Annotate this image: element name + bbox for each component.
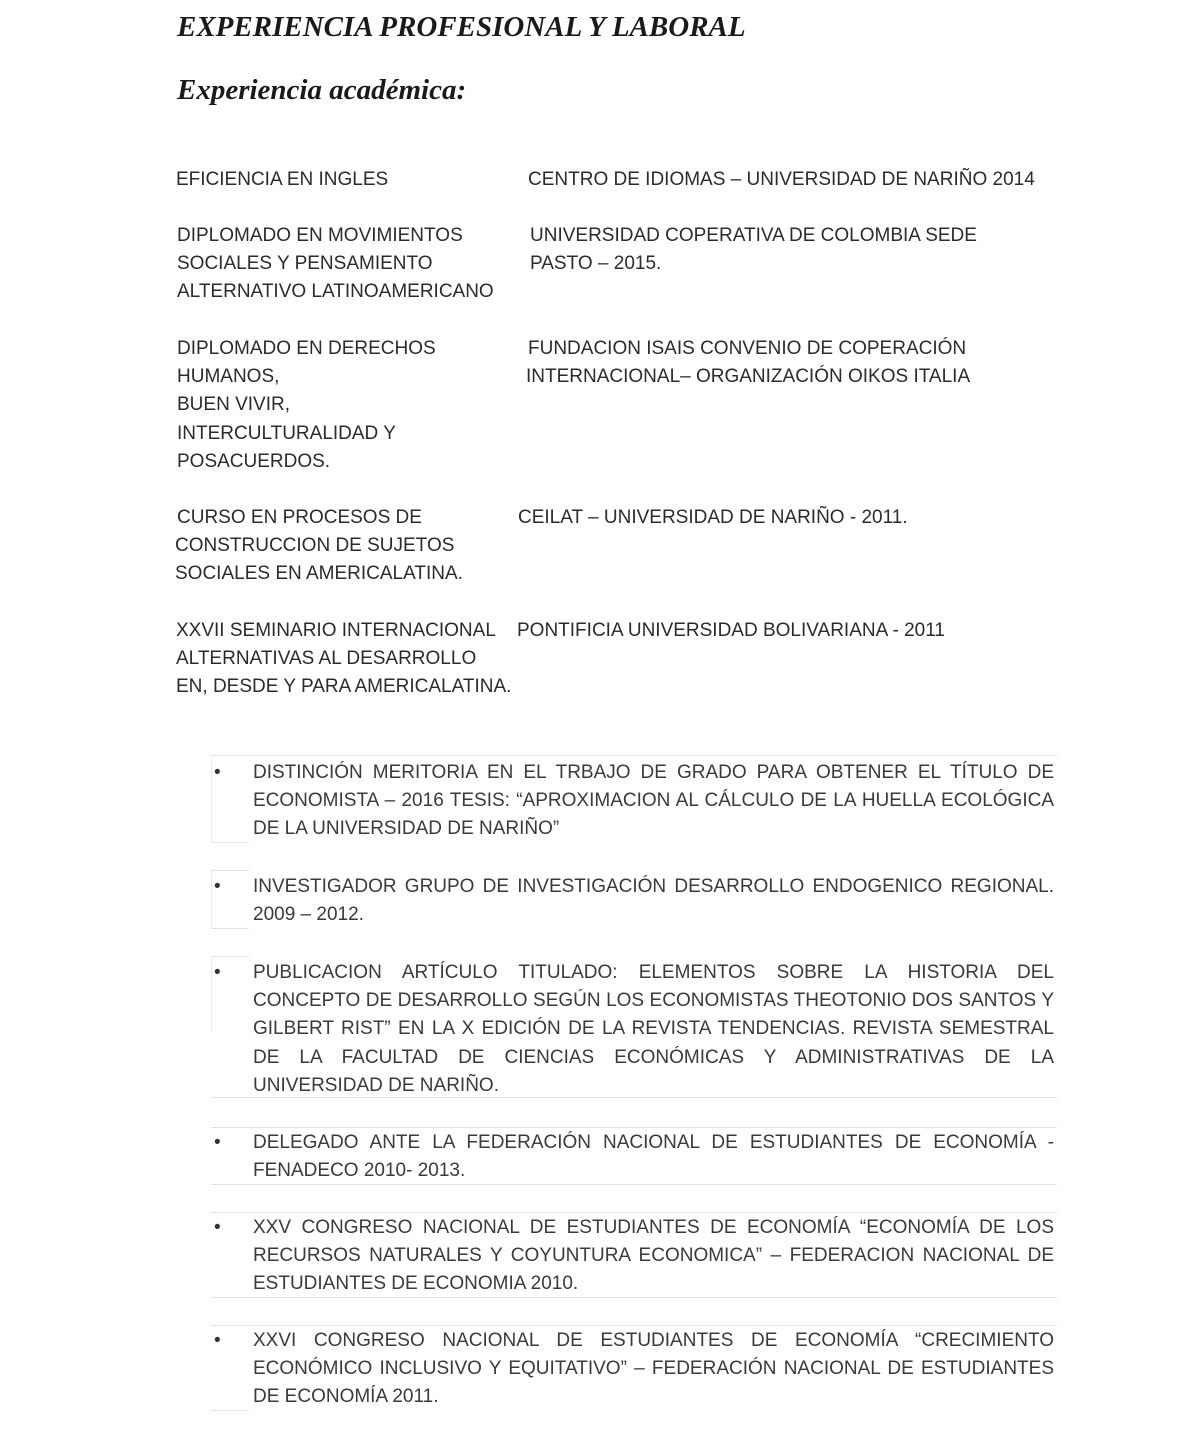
bullet-icon: • bbox=[214, 876, 221, 897]
entry-title: DIPLOMADO EN MOVIMIENTOS SOCIALES Y PENSAMIENTO ALTERNATIVO LATINOAMERICANO bbox=[177, 225, 494, 303]
table-rule bbox=[211, 956, 212, 1032]
table-rule bbox=[211, 870, 249, 871]
entry-institution: UNIVERSIDAD COPERATIVA DE COLOMBIA SEDE PASTO – 2015. bbox=[530, 225, 977, 275]
entry-institution: FUNDACION ISAIS CONVENIO DE COPERACIÓN INTERNACIONAL– ORGANIZACIÓN OIKOS ITALIA bbox=[526, 338, 971, 388]
entry-title: XXVII SEMINARIO INTERNACIONAL ALTERNATIVAS AL DESARROLLO EN, DESDE Y PARA AMERICALATINA. bbox=[176, 620, 512, 698]
list-item-text: DELEGADO ANTE LA FEDERACIÓN NACIONAL DE ESTUDIANTES DE ECONOMÍA - FENADECO 2010- 2013. bbox=[253, 1132, 1054, 1182]
bullet-icon: • bbox=[214, 762, 221, 783]
list-item-text: XXVI CONGRESO NACIONAL DE ESTUDIANTES DE ECONOMÍA “CRECIMIENTO ECONÓMICO INCLUSIVO Y EQUITATIVO” – FEDERACIÓN NACIONAL DE ESTUDIANTES DE ECONOMÍA 2011. bbox=[253, 1330, 1054, 1408]
table-rule bbox=[211, 755, 1057, 756]
table-rule bbox=[211, 756, 212, 842]
section-subheading: Experiencia académica: bbox=[177, 74, 467, 106]
list-item-text: XXV CONGRESO NACIONAL DE ESTUDIANTES DE ECONOMÍA “ECONOMÍA DE LOS RECURSOS NATURALES Y COYUNTURA ECONOMICA” – FEDERACION NACIONAL DE ESTUDIANTES DE ECONOMIA 2010. bbox=[253, 1217, 1054, 1295]
bullet-icon: • bbox=[214, 962, 221, 983]
entry-institution: PONTIFICIA UNIVERSIDAD BOLIVARIANA - 2011 bbox=[517, 620, 945, 641]
table-rule bbox=[211, 1410, 249, 1411]
entry-title: DIPLOMADO EN DERECHOS HUMANOS, BUEN VIVIR, INTERCULTURALIDAD Y POSACUERDOS. bbox=[177, 338, 436, 472]
table-rule bbox=[211, 870, 212, 928]
bullet-icon: • bbox=[214, 1330, 221, 1351]
list-item-text: PUBLICACION ARTÍCULO TITULADO: ELEMENTOS SOBRE LA HISTORIA DEL CONCEPTO DE DESARROLLO SEGÚN LOS ECONOMISTAS THEOTONIO DOS SANTOS Y GILBERT RIST” EN LA X EDICIÓN DE LA REVISTA TENDENCIAS. REVISTA SEMESTRAL DE LA FACULTAD DE CIENCIAS ECONÓMICAS Y ADMINISTRATIVAS DE LA UNIVERSIDAD DE NARIÑO. bbox=[253, 962, 1054, 1096]
table-rule bbox=[211, 928, 249, 929]
entry-institution: CENTRO DE IDIOMAS – UNIVERSIDAD DE NARIÑO 2014 bbox=[528, 169, 1035, 190]
table-rule bbox=[211, 842, 249, 843]
list-item-text: INVESTIGADOR GRUPO DE INVESTIGACIÓN DESARROLLO ENDOGENICO REGIONAL. 2009 – 2012. bbox=[253, 876, 1054, 926]
entry-institution: CEILAT – UNIVERSIDAD DE NARIÑO - 2011. bbox=[518, 507, 908, 528]
list-item-text: DISTINCIÓN MERITORIA EN EL TRBAJO DE GRADO PARA OBTENER EL TÍTULO DE ECONOMISTA – 2016 TESIS: “APROXIMACION AL CÁLCULO DE LA HUELLA ECOLÓGICA DE LA UNIVERSIDAD DE NARIÑO” bbox=[253, 762, 1054, 840]
table-rule bbox=[211, 956, 249, 957]
section-heading: EXPERIENCIA PROFESIONAL Y LABORAL bbox=[177, 11, 746, 43]
entry-title: EFICIENCIA EN INGLES bbox=[176, 169, 389, 190]
bullet-icon: • bbox=[214, 1132, 221, 1153]
table-rule bbox=[211, 1325, 1057, 1326]
table-rule bbox=[211, 1212, 1057, 1213]
entry-title: CURSO EN PROCESOS DE CONSTRUCCION DE SUJETOS SOCIALES EN AMERICALATINA. bbox=[175, 507, 463, 585]
table-rule bbox=[211, 1127, 1057, 1128]
bullet-icon: • bbox=[214, 1217, 221, 1238]
